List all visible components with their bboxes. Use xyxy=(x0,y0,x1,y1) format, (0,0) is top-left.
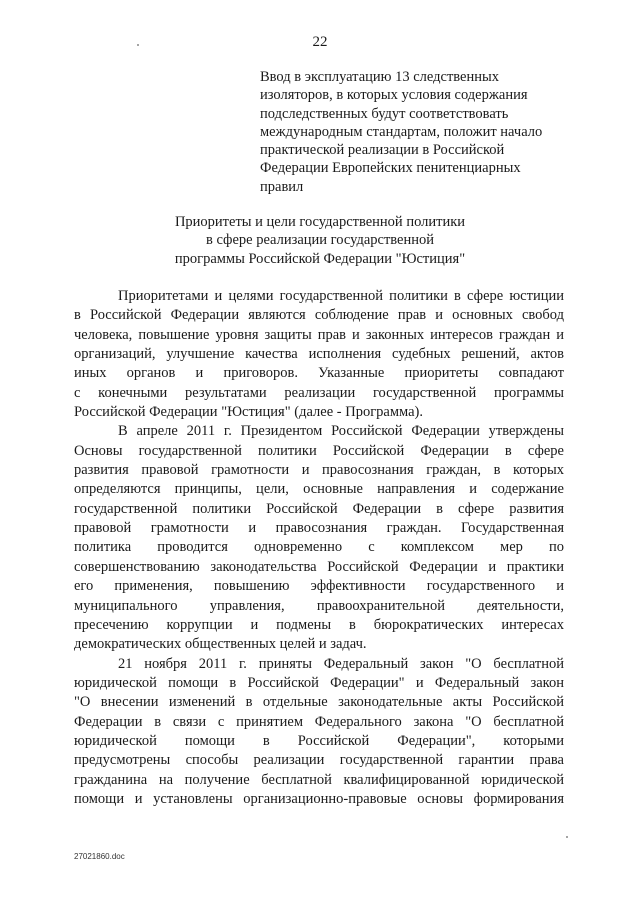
text-line: "О внесении изменений в отдельные законодательные акты Российской xyxy=(74,694,564,711)
text-line: гражданина на получение бесплатной квалифицированной юридической xyxy=(74,771,564,788)
paragraph-legal-literacy xyxy=(74,422,564,654)
text-line: пресечению коррупции и подмены в бюрократических интересах xyxy=(74,616,564,633)
heading-line: Приоритеты и цели государственной политики xyxy=(174,214,466,230)
text-line: организаций, улучшение качества исполнения судебных решений, актов xyxy=(74,346,564,363)
text-line: человека, повышение уровня защиты прав и законных интересов граждан и xyxy=(74,326,564,343)
text-line: определяются принципы, цели, основные направления и содержание xyxy=(74,481,564,498)
text-line: политика проводится одновременно с комплексом мер по xyxy=(74,539,564,556)
side-note-line: Ввод в эксплуатацию 13 следственных xyxy=(260,69,500,85)
page-number: 22 xyxy=(312,34,328,50)
side-note-line: правил xyxy=(260,178,304,195)
text-line: правовой грамотности и правосознания граждан. Государственная xyxy=(74,520,564,537)
scan-speck xyxy=(137,44,139,46)
heading-line: в сфере реализации государственной xyxy=(205,232,435,249)
text-line: Российской Федерации "Юстиция" (далее - Программа). xyxy=(74,404,423,421)
scan-speck xyxy=(566,836,568,838)
text-line: Приоритетами и целями государственной политики в сфере юстиции xyxy=(118,288,564,304)
footer-doc-code: 27021860.doc xyxy=(74,852,125,861)
text-line: развития правовой грамотности и правосознания граждан, в которых xyxy=(74,462,564,479)
text-line: предусмотрены способы реализации государственной гарантии права xyxy=(74,752,564,769)
side-note-line: подследственных будут соответствовать xyxy=(260,105,509,122)
text-line: иных органов и приговоров. Указанные приоритеты совпадают xyxy=(74,365,564,382)
text-line: его применения, повышению эффективности государственного и xyxy=(74,578,564,595)
side-note-line: международным стандартам, положит начало xyxy=(260,123,543,140)
text-line: государственной политики Российской Федерации в сфере развития xyxy=(74,500,564,517)
side-note-line: изоляторов, в которых условия содержания xyxy=(260,87,528,104)
text-line: совершенствованию законодательства Российской Федерации и практики xyxy=(74,558,564,575)
text-line: В апреле 2011 г. Президентом Российской Федерации утверждены xyxy=(118,423,564,440)
side-note xyxy=(260,68,560,196)
text-line: юридической помощи в Российской Федерации" и Федеральный закон xyxy=(74,674,564,691)
heading-line: программы Российской Федерации "Юстиция" xyxy=(174,250,466,267)
side-note-line: Федерации Европейских пенитенциарных xyxy=(260,160,521,177)
text-line: юридической помощи в Российской Федерации", которыми xyxy=(74,732,564,749)
text-line: с конечными результатами реализации государственной программы xyxy=(74,384,564,401)
text-line: муниципального управления, правоохранительной деятельности, xyxy=(74,597,564,614)
text-line: помощи и установлены организационно-правовые основы формирования xyxy=(74,790,564,807)
paragraph-priorities xyxy=(74,287,564,422)
text-line: демократических общественных целей и задач. xyxy=(74,636,367,653)
side-note-line: практической реализации в Российской xyxy=(260,142,505,159)
text-line: Основы государственной политики Российской Федерации в сфере xyxy=(74,442,564,459)
body-text xyxy=(74,287,564,809)
section-heading xyxy=(0,213,640,268)
text-line: 21 ноября 2011 г. приняты Федеральный закон "О бесплатной xyxy=(118,655,564,672)
text-line: Федерации в связи с принятием Федерального закона "О бесплатной xyxy=(74,713,564,730)
text-line: в Российской Федерации являются соблюдение прав и основных свобод xyxy=(74,307,564,324)
paragraph-free-legal-aid xyxy=(74,655,564,810)
